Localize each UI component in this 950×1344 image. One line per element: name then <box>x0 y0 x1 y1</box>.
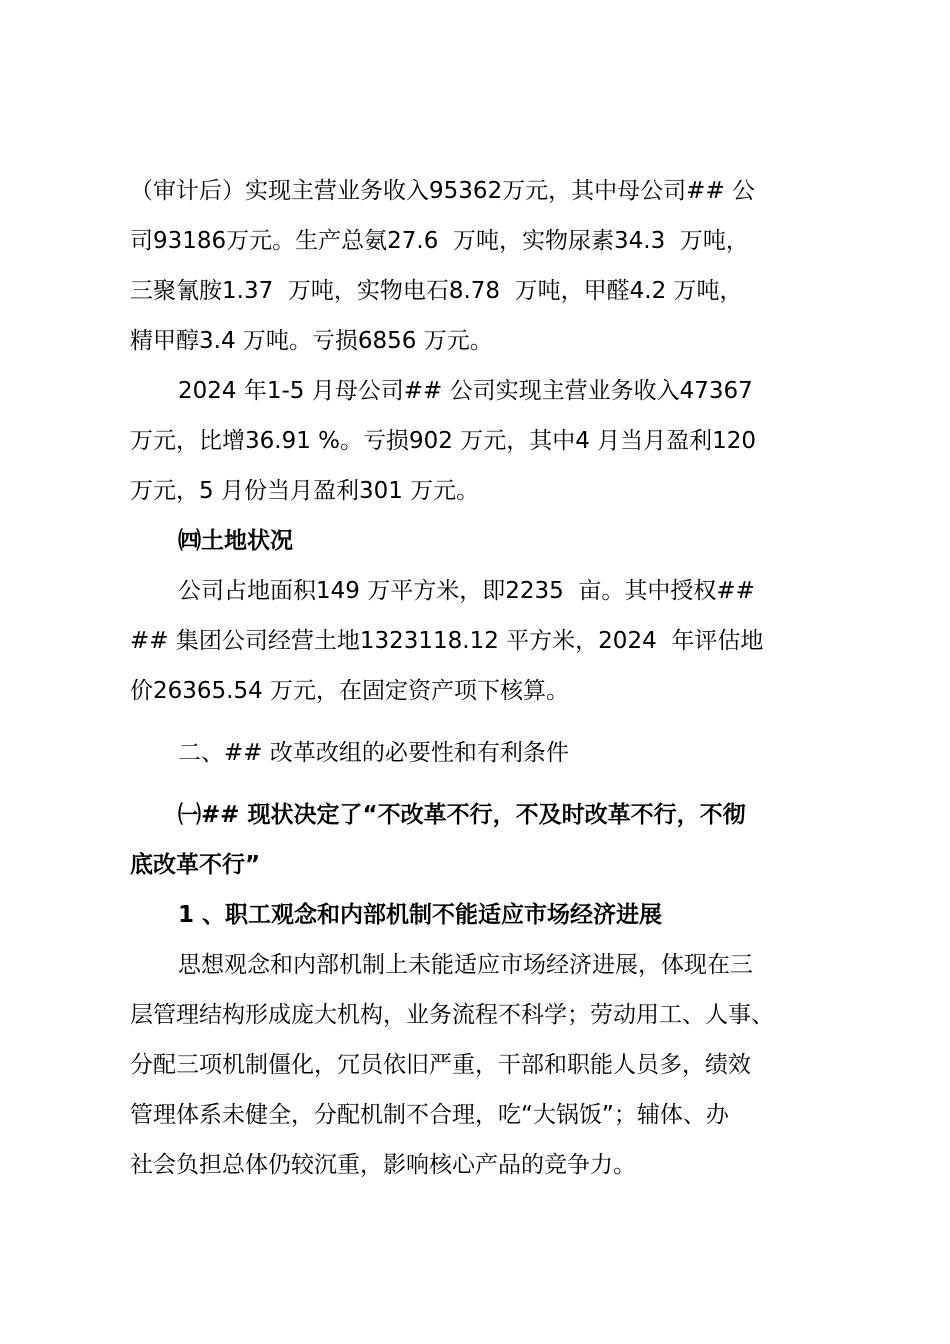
paragraph-2-line-2: 万元，比增36.91 %。亏损902 万元，其中4 月当月盈利120 <box>130 428 757 454</box>
paragraph-land-line-2: ## 集团公司经营土地1323118.12 平方米，2024 年评估地 <box>130 628 764 654</box>
paragraph-item-1-line-2: 层管理结构形成庞大机构，业务流程不科学；劳动用工、人事、 <box>130 1002 774 1028</box>
paragraph-1-line-4: 精甲醇3.4 万吨。亏损6856 万元。 <box>130 328 493 354</box>
paragraph-2-line-1: 2024 年1-5 月母公司## 公司实现主营业务收入47367 <box>178 378 753 404</box>
paragraph-1-line-1: （审计后）实现主营业务收入95362万元，其中母公司## 公 <box>130 178 756 204</box>
paragraph-2-line-3: 万元，5 月份当月盈利301 万元。 <box>130 478 480 504</box>
subsection-1-title-line-1: ㈠## 现状决定了“不改革不行，不及时改革不行，不彻 <box>178 802 746 828</box>
paragraph-land-line-1: 公司占地面积149 万平方米，即2235 亩。其中授权## <box>178 578 755 604</box>
paragraph-1-line-3: 三聚氰胺1.37 万吨，实物电石8.78 万吨，甲醛4.2 万吨， <box>130 278 743 304</box>
paragraph-item-1-line-1: 思想观念和内部机制上未能适应市场经济进展，体现在三 <box>178 952 753 978</box>
section-2-title: 二、## 改革改组的必要性和有利条件 <box>178 740 569 766</box>
paragraph-item-1-line-3: 分配三项机制僵化，冗员依旧严重，干部和职能人员多，绩效 <box>130 1052 751 1078</box>
paragraph-item-1-line-4: 管理体系未健全，分配机制不合理，吃“大锅饭”；辅体、办 <box>130 1102 729 1128</box>
subsection-1-title-line-2: 底改革不行” <box>130 852 261 878</box>
item-1-title: 1 、职工观念和内部机制不能适应市场经济进展 <box>178 902 663 928</box>
paragraph-land-line-3: 价26365.54 万元，在固定资产项下核算。 <box>130 678 570 704</box>
paragraph-item-1-line-5: 社会负担总体仍较沉重，影响核心产品的竞争力。 <box>130 1152 636 1178</box>
paragraph-1-line-2: 司93186万元。生产总氨27.6 万吨，实物尿素34.3 万吨， <box>130 228 749 254</box>
heading-land-status: ㈣土地状况 <box>178 528 293 554</box>
